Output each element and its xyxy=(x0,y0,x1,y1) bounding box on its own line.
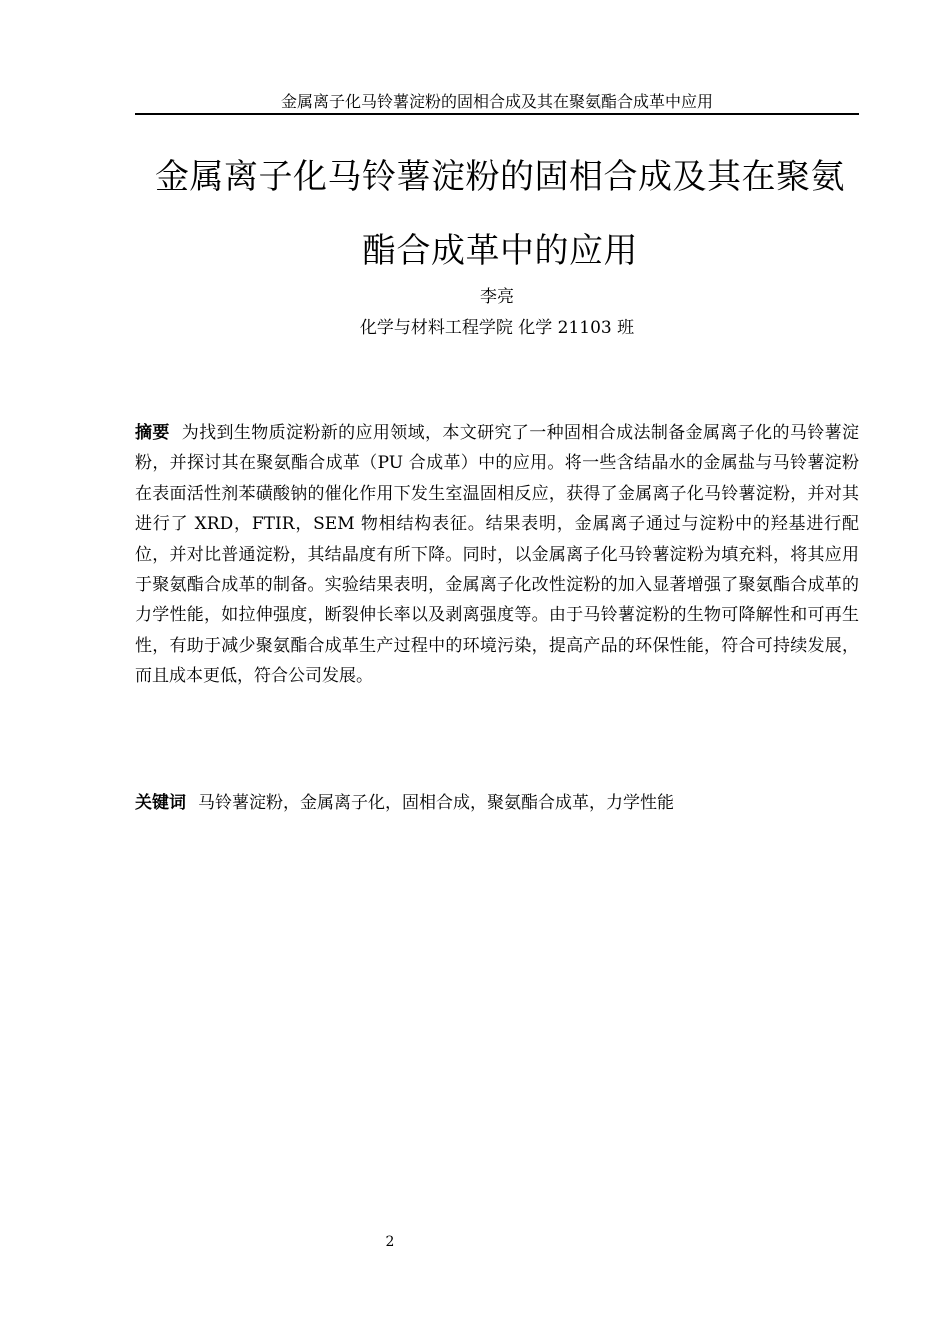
paper-title xyxy=(110,140,890,288)
author-name: 李亮 xyxy=(480,287,514,307)
page-number: 2 xyxy=(385,1234,395,1250)
paper-title-line-1: 金属离子化马铃薯淀粉的固相合成及其在聚氨 xyxy=(155,157,845,197)
keywords-text: 马铃薯淀粉，金属离子化，固相合成，聚氨酯合成革，力学性能 xyxy=(198,793,674,813)
keywords-label: 关键词 xyxy=(135,793,186,813)
keywords-line xyxy=(135,788,859,818)
abstract-paragraph xyxy=(135,418,859,692)
running-header: 金属离子化马铃薯淀粉的固相合成及其在聚氨酯合成革中应用 xyxy=(280,92,713,111)
abstract-label: 摘要 xyxy=(135,423,170,443)
header-rule xyxy=(135,113,859,115)
abstract-text: 为找到生物质淀粉新的应用领域，本文研究了一种固相合成法制备金属离子化的马铃薯淀粉，并探讨其在聚氨酯合成革（PU 合成革）中的应用。将一些含结晶水的金属盐与马铃薯淀粉在表面活性剂苯磺酸钠的催化作用下发生室温固相反应，获得了金属离子化马铃薯淀粉，并对其进行了 XRD，FTIR，SEM 物相结构表征。结果表明，金属离子通过与淀粉中的羟基进行配位，并对比普通淀粉，其结晶度有所下降。同时，以金属离子化马铃薯淀粉为填充料，将其应用于聚氨酯合成革的制备。实验结果表明，金属离子化改性淀粉的加入显著增强了聚氨酯合成革的力学性能，如拉伸强度，断裂伸长率以及剥离强度等。由于马铃薯淀粉的生物可降解性和可再生性，有助于减少聚氨酯合成革生产过程中的环境污染，提高产品的环保性能，符合可持续发展，而且成本更低，符合公司发展。 xyxy=(135,423,859,687)
author-affiliation: 化学与材料工程学院 化学 21103 班 xyxy=(359,318,635,338)
paper-title-line-2: 酯合成革中的应用 xyxy=(362,231,638,271)
